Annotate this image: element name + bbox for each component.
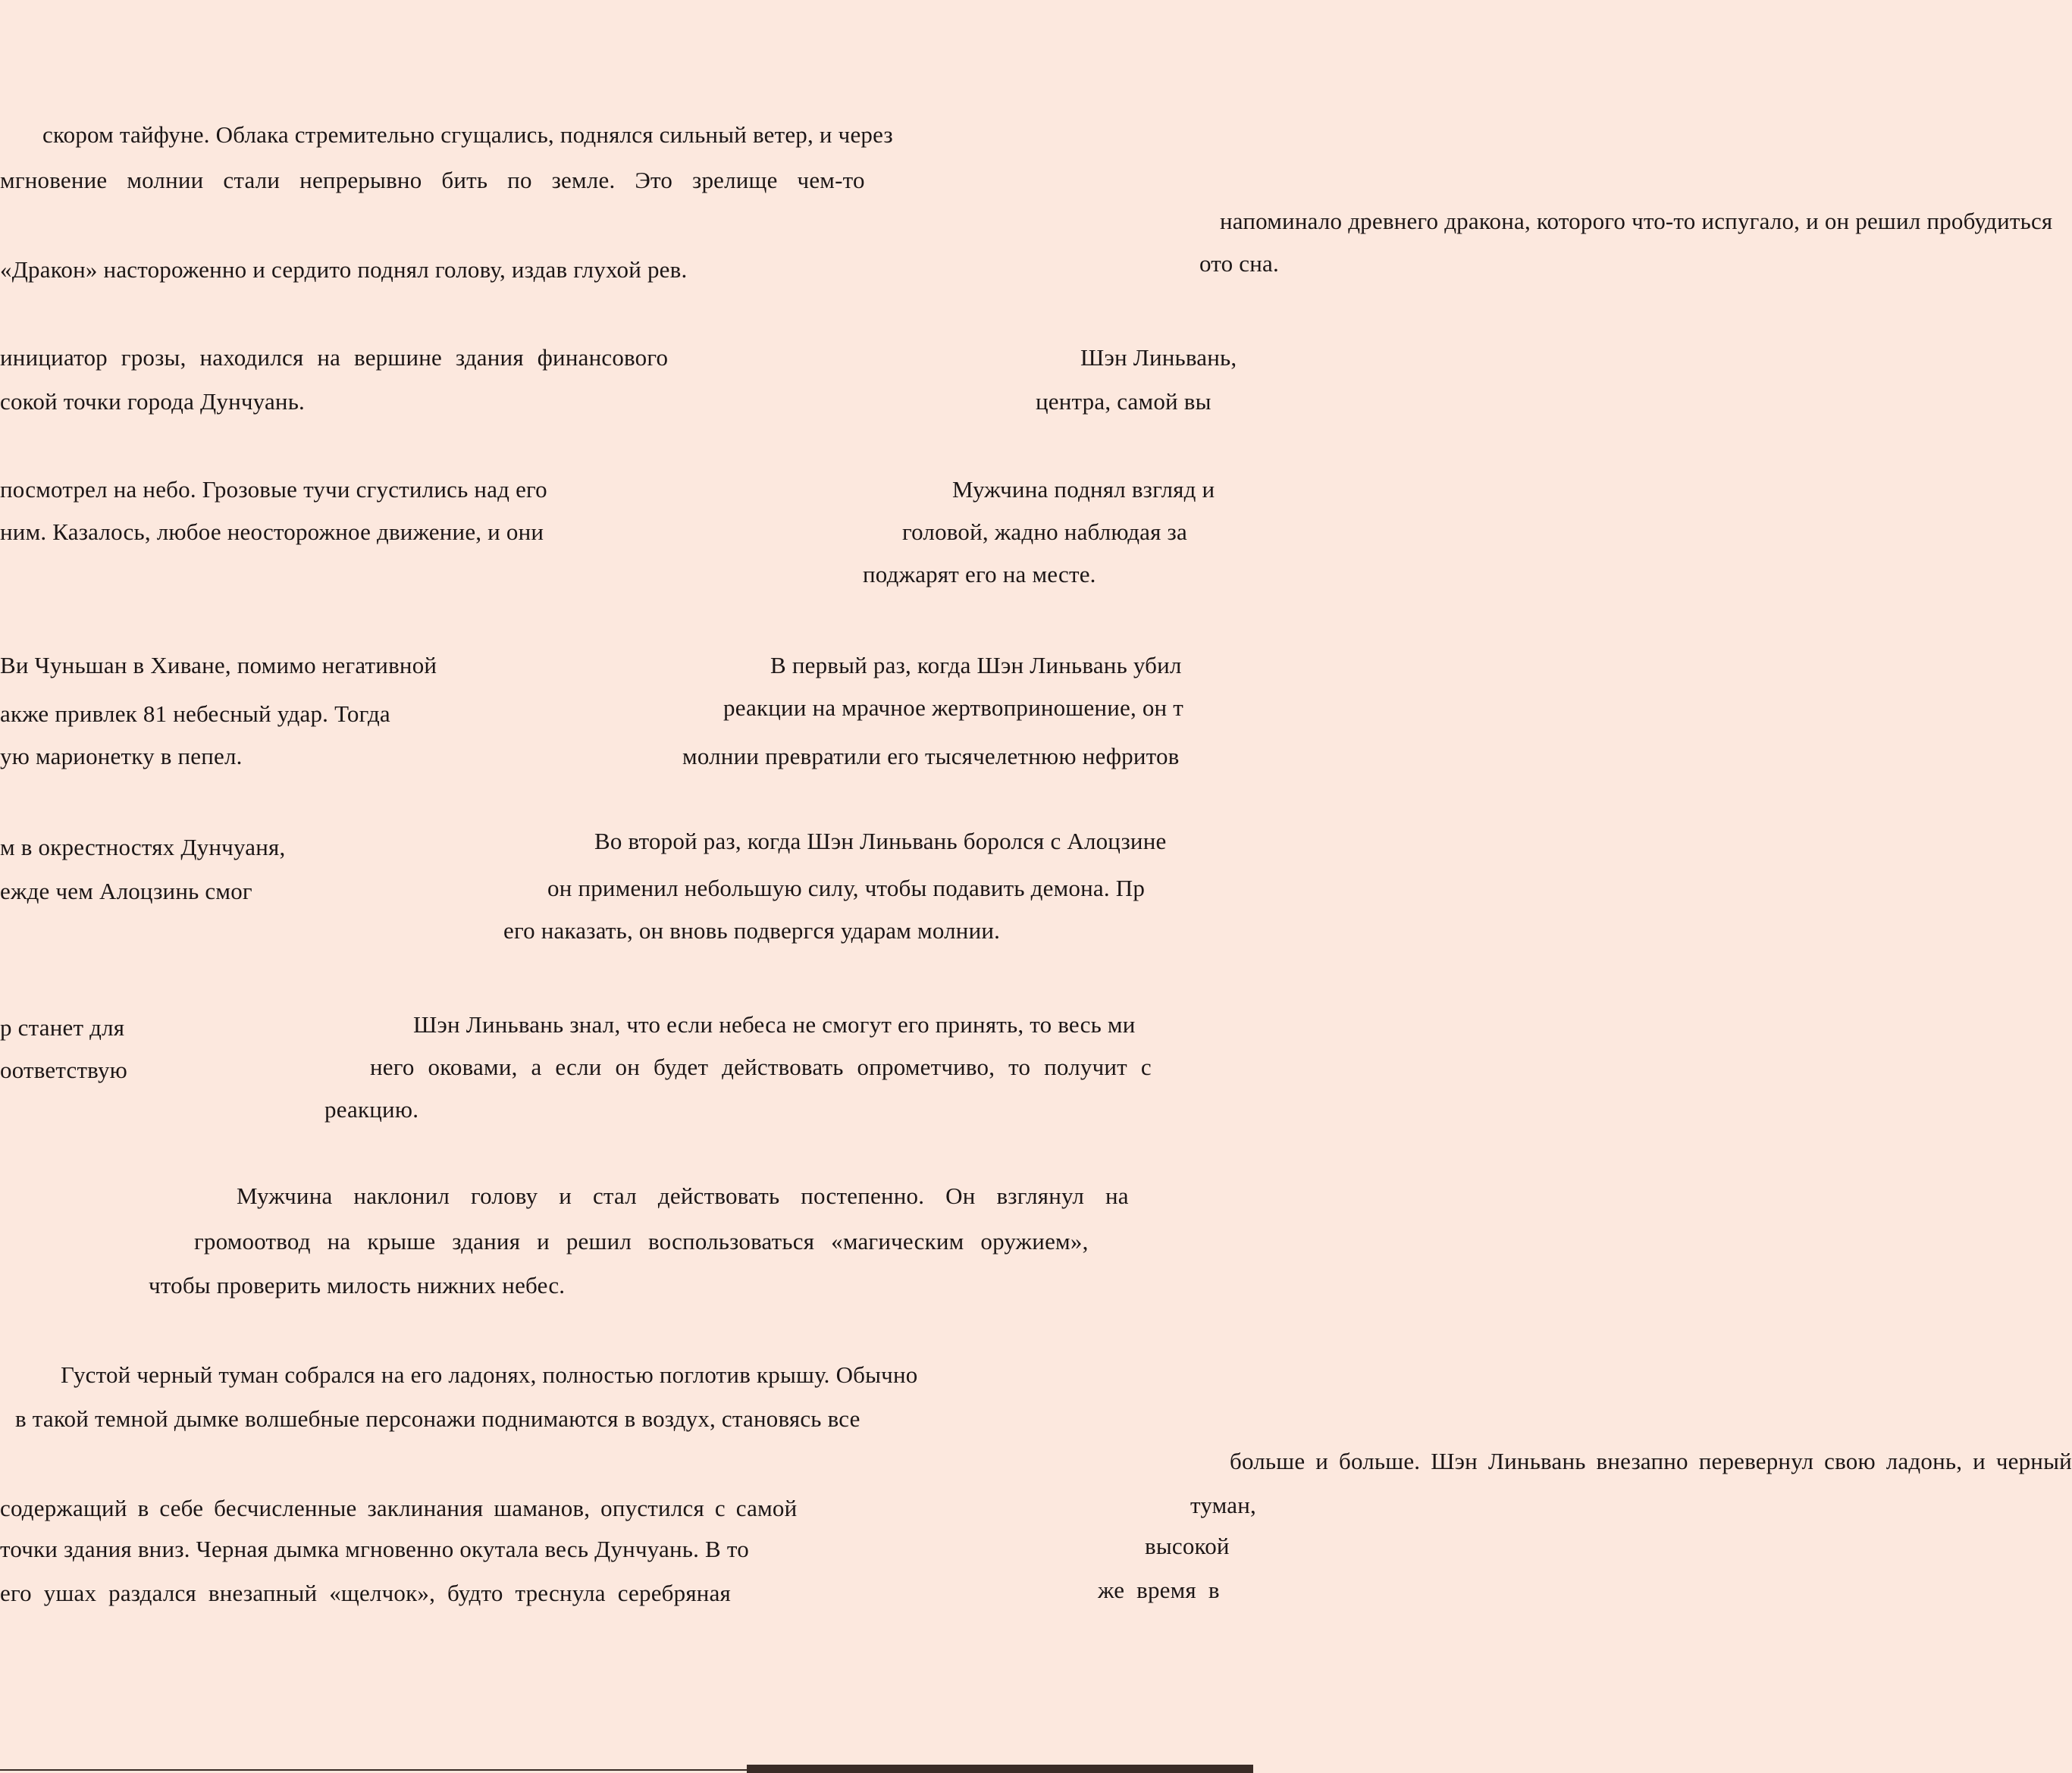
text-line: его наказать, он вновь подвергся ударам молнии. (503, 917, 1001, 944)
text-line: его ушах раздался внезапный «щелчок», будто треснула серебряная (0, 1580, 731, 1606)
text-line: реакцию. (324, 1096, 419, 1123)
text-line: поджарят его на месте. (863, 561, 1096, 587)
text-line: Мужчина поднял взгляд и (952, 476, 1215, 503)
text-line: инициатор грозы, находился на вершине здания финансового (0, 344, 669, 371)
text-line: Шэн Линьвань знал, что если небеса не смогут его принять, то весь ми (413, 1011, 1136, 1038)
text-line: ую марионетку в пепел. (0, 743, 243, 769)
bottom-border-bar (747, 1765, 1253, 1773)
text-line: «Дракон» настороженно и сердито поднял голову, издав глухой рев. (0, 256, 688, 283)
text-line: же время в (1098, 1577, 1220, 1603)
text-line: головой, жадно наблюдая за (902, 518, 1187, 545)
text-line: высокой (1145, 1533, 1230, 1559)
text-line: Во второй раз, когда Шэн Линьвань боролся с Алоцзине (594, 828, 1167, 854)
text-line: Мужчина наклонил голову и стал действовать постепенно. Он взглянул на (237, 1183, 1129, 1209)
text-line: ото сна. (1199, 250, 1279, 277)
text-line: сокой точки города Дунчуань. (0, 388, 306, 415)
text-line: больше и больше. Шэн Линьвань внезапно перевернул свою ладонь, и черный (1230, 1448, 2072, 1474)
text-line: точки здания вниз. Черная дымка мгновенно окутала весь Дунчуань. В то (0, 1536, 749, 1562)
text-line: напоминало древнего дракона, которого что-то испугало, и он решил пробудиться (1220, 208, 2053, 234)
text-line: реакции на мрачное жертвоприношение, он т (723, 694, 1184, 721)
text-line: в такой темной дымке волшебные персонажи поднимаются в воздух, становясь все (15, 1405, 860, 1432)
bottom-border-line (0, 1769, 747, 1771)
text-line: акже привлек 81 небесный удар. Тогда (0, 700, 390, 727)
text-line: громоотвод на крыше здания и решил воспользоваться «магическим оружием», (194, 1228, 1089, 1255)
text-line: молнии превратили его тысячелетнюю нефритов (682, 743, 1180, 769)
text-line: он применил небольшую силу, чтобы подавить демона. Пр (547, 875, 1146, 901)
text-line: туман, (1190, 1492, 1256, 1518)
text-line: содержащий в себе бесчисленные заклинания шаманов, опустился с самой (0, 1495, 798, 1521)
text-line: ним. Казалось, любое неосторожное движение, и они (0, 518, 544, 545)
text-line: центра, самой вы (1036, 388, 1212, 415)
text-line: ежде чем Алоцзинь смог (0, 878, 252, 904)
text-line: В первый раз, когда Шэн Линьвань убил (770, 652, 1182, 678)
text-line: Шэн Линьвань, (1080, 344, 1237, 371)
text-line: чтобы проверить милость нижних небес. (149, 1272, 566, 1298)
text-line: посмотрел на небо. Грозовые тучи сгустились над его (0, 476, 547, 503)
text-line: Ви Чуньшан в Хиване, помимо негативной (0, 652, 437, 678)
text-line: м в окрестностях Дунчуаня, (0, 834, 286, 860)
text-line: скором тайфуне. Облака стремительно сгущались, поднялся сильный ветер, и через (42, 121, 893, 148)
text-line: него оковами, а если он будет действовать опрометчиво, то получит с (370, 1054, 1152, 1080)
text-line: мгновение молнии стали непрерывно бить по земле. Это зрелище чем-то (0, 167, 865, 193)
text-line: Густой черный туман собрался на его ладонях, полностью поглотив крышу. Обычно (61, 1361, 918, 1388)
text-line: оответствую (0, 1057, 128, 1083)
text-line: р станет для (0, 1014, 125, 1041)
